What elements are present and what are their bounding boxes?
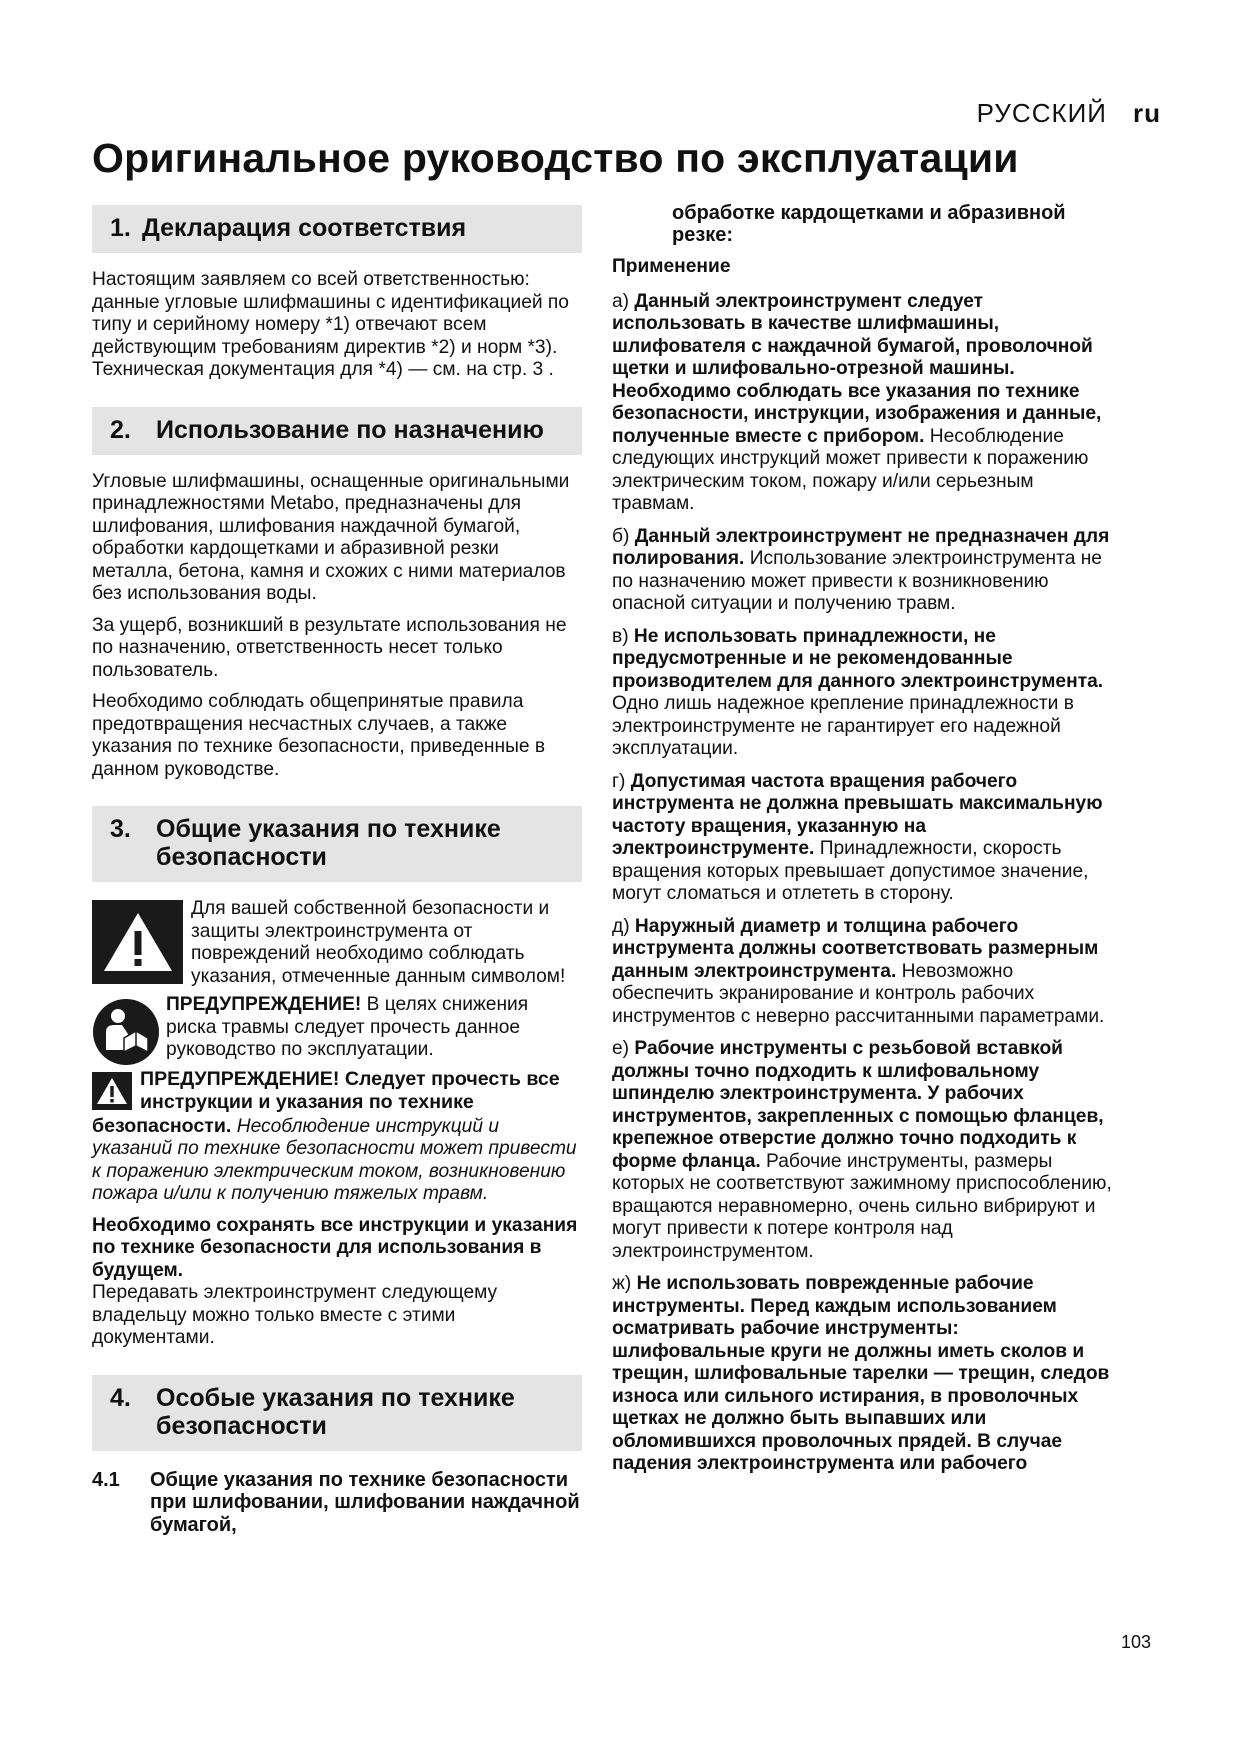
read-manual-text [92,994,582,1062]
item-text: Одно лишь надежное крепление принадлежности в электроинструменте не гарантирует его надежной эксплуатации. [612,693,1074,759]
warning-symbol-block [92,898,582,994]
list-item [612,526,1112,616]
item-bold: Допустимая частота вращения рабочего инструмента не должна превышать максимальную частоту вращения, указанную на электроинструменте. [612,770,1103,859]
section-1-heading [92,205,582,253]
read-manual-icon [92,998,160,1066]
item-marker: д) [612,915,635,937]
item-marker: е) [612,1038,635,1059]
item-bold: Наружный диаметр и толщина рабочего инструмента должны соответствовать размерным данным электроинструмента. [612,915,1099,982]
item-bold: Рабочие инструменты с резьбовой вставкой должны точно подходить к шлифовальному шпинделю электроинструмента. У рабочих инструментов, закрепленных с помощью фланцев, крепежное отверстие должно точно подходить к форме фланца. [612,1038,1104,1172]
section-4-number: 4. [110,1383,131,1412]
list-item [612,1038,1112,1263]
read-instructions-text [92,1068,582,1206]
item-marker: г) [612,770,631,792]
warning-symbol-text: Для вашей собственной безопасности и защиты электроинструмента от повреждений необходимо соблюдать указания, отмеченные данным символом! [191,898,566,987]
warning-triangle-icon [92,900,183,984]
item-marker: ж) [612,1273,637,1294]
item-bold: Данный электроинструмент следует использовать в качестве шлифмашины, шлифователя с наждачной бумагой, проволочной щетки и шлифовально-отрезной машины. Необходимо соблюдать все указания по технике безопасности, инструкции, изображения и данные, полученные вместе с прибором. [612,290,1102,447]
subsection-4-1-number: 4.1 [92,1468,120,1491]
left-column [92,205,582,1536]
subsection-4-1-title-continued: обработке кардощетками и абразивной резке: [672,202,1066,246]
safety-items-list [612,291,1112,1476]
item-bold: Не использовать поврежденные рабочие инструменты. Перед каждым использованием осматривать рабочие инструменты: шлифовальные круги не должны иметь сколов и трещин, шлифовальные тарелки — трещин, следов износа или сильного истирания, в проволочных щетках не должно быть выпавших или обломившихся проволочных прядей. В случае падения электроинструмента или рабочего [612,1273,1110,1474]
list-item [612,626,1112,761]
language-label: РУССКИЙ [976,98,1107,128]
read-manual-block [92,994,582,1068]
section-3-heading [92,806,582,882]
language-code: ru [1133,98,1161,128]
read-instructions-block [92,1068,582,1206]
section-4-heading [92,1375,582,1451]
item-bold: Данный электроинструмент не предназначен для полирования. [612,525,1110,569]
section-2-heading [92,407,582,455]
item-text: Несоблюдение следующих инструкций может привести к поражению электрическим током, пожару и/или серьезным травмам. [612,425,1089,514]
language-header [977,98,1161,129]
section-3-number: 3. [110,815,131,843]
read-instructions-italic: Несоблюдение инструкций и указаний по технике безопасности может привести к поражению электрическим током, возникновению пожара и/или к получению тяжелых травм. [92,1115,577,1204]
application-label: Применение [612,256,731,277]
section-4-title: Особые указания по технике безопасности [156,1383,515,1440]
item-text: Принадлежности, скорость вращения которых превышает допустимое значение, могут сломаться и отлететь в сторону. [612,838,1089,904]
list-item [612,916,1112,1029]
page-number: 103 [1121,1632,1152,1652]
declaration-text: Настоящим заявляем со всей ответственностью: данные угловые шлифмашины с идентификацией по типу и серийному номеру *1) отвечают всем действующим требованиям директив *2) и норм *3). Техническая документация для *4) — см. на стр. 3 . [92,269,569,380]
keep-instructions-bold: Необходимо сохранять все инструкции и указания по технике безопасности для использования в будущем. [92,1214,578,1281]
accident-rules-text: Необходимо соблюдать общепринятые правила предотвращения несчастных случаев, а также указания по технике безопасности, приведенные в данном руководстве. [92,691,546,780]
item-marker: в) [612,625,634,647]
item-text: Использование электроинструмента не по назначению может привести к возникновению опасной ситуации и получению травм. [612,548,1102,614]
list-item [612,771,1112,906]
keep-instructions-text [92,1215,582,1283]
section-2-number: 2. [110,415,131,444]
item-text: Рабочие инструменты, размеры которых не соответствуют зажимному приспособлению, вращаются неравномерно, очень сильно вибрируют и могут привести к потере контроля над электроинструментом. [612,1150,1112,1262]
list-item [612,1273,1112,1476]
right-column [612,202,1112,1486]
subsection-4-1-title: Общие указания по технике безопасности при шлифовании, шлифовании наждачной бумагой, [150,1468,580,1536]
item-text: Невозможно обеспечить экранирование и контроль рабочих инструментов с неверно рассчитанными параметрами. [612,960,1105,1027]
liability-text: За ущерб, возникший в результате использования не по назначению, ответственность несет только пользователь. [92,614,567,681]
section-3-title: Общие указания по технике безопасности [156,815,501,871]
read-instructions-bold: ПРЕДУПРЕЖДЕНИЕ! Следует прочесть все инструкции и указания по технике безопасности. [92,1067,560,1137]
read-manual-warning-text: В целях снижения риска травмы следует прочесть данное руководство по эксплуатации. [166,994,529,1060]
section-1-number: 1. [110,214,131,242]
intended-use-text: Угловые шлифмашины, оснащенные оригинальными принадлежностями Metabo, предназначены для шлифования, шлифования наждачной бумагой, обработки кардощетками и абразивной резки металла, бетона, камня и схожих с ними материалов без использования воды. [92,470,570,604]
section-2-title: Использование по назначению [156,415,544,444]
list-item [612,291,1112,516]
item-bold: Не использовать принадлежности, не предусмотренные и не рекомендованные производителем для данного электроинструмента. [612,625,1104,692]
read-manual-warning-label: ПРЕДУПРЕЖДЕНИЕ! [166,994,362,1015]
item-marker: б) [612,525,635,547]
handover-text: Передавать электроинструмент следующему владельцу можно только вместе с этими документами. [92,1282,498,1348]
subsection-4-1-heading [92,1469,582,1537]
page-title: Оригинальное руководство по эксплуатации [92,135,1019,181]
small-warning-triangle-icon [92,1072,132,1110]
item-marker: а) [612,290,635,312]
section-1-title: Декларация соответствия [142,214,467,242]
